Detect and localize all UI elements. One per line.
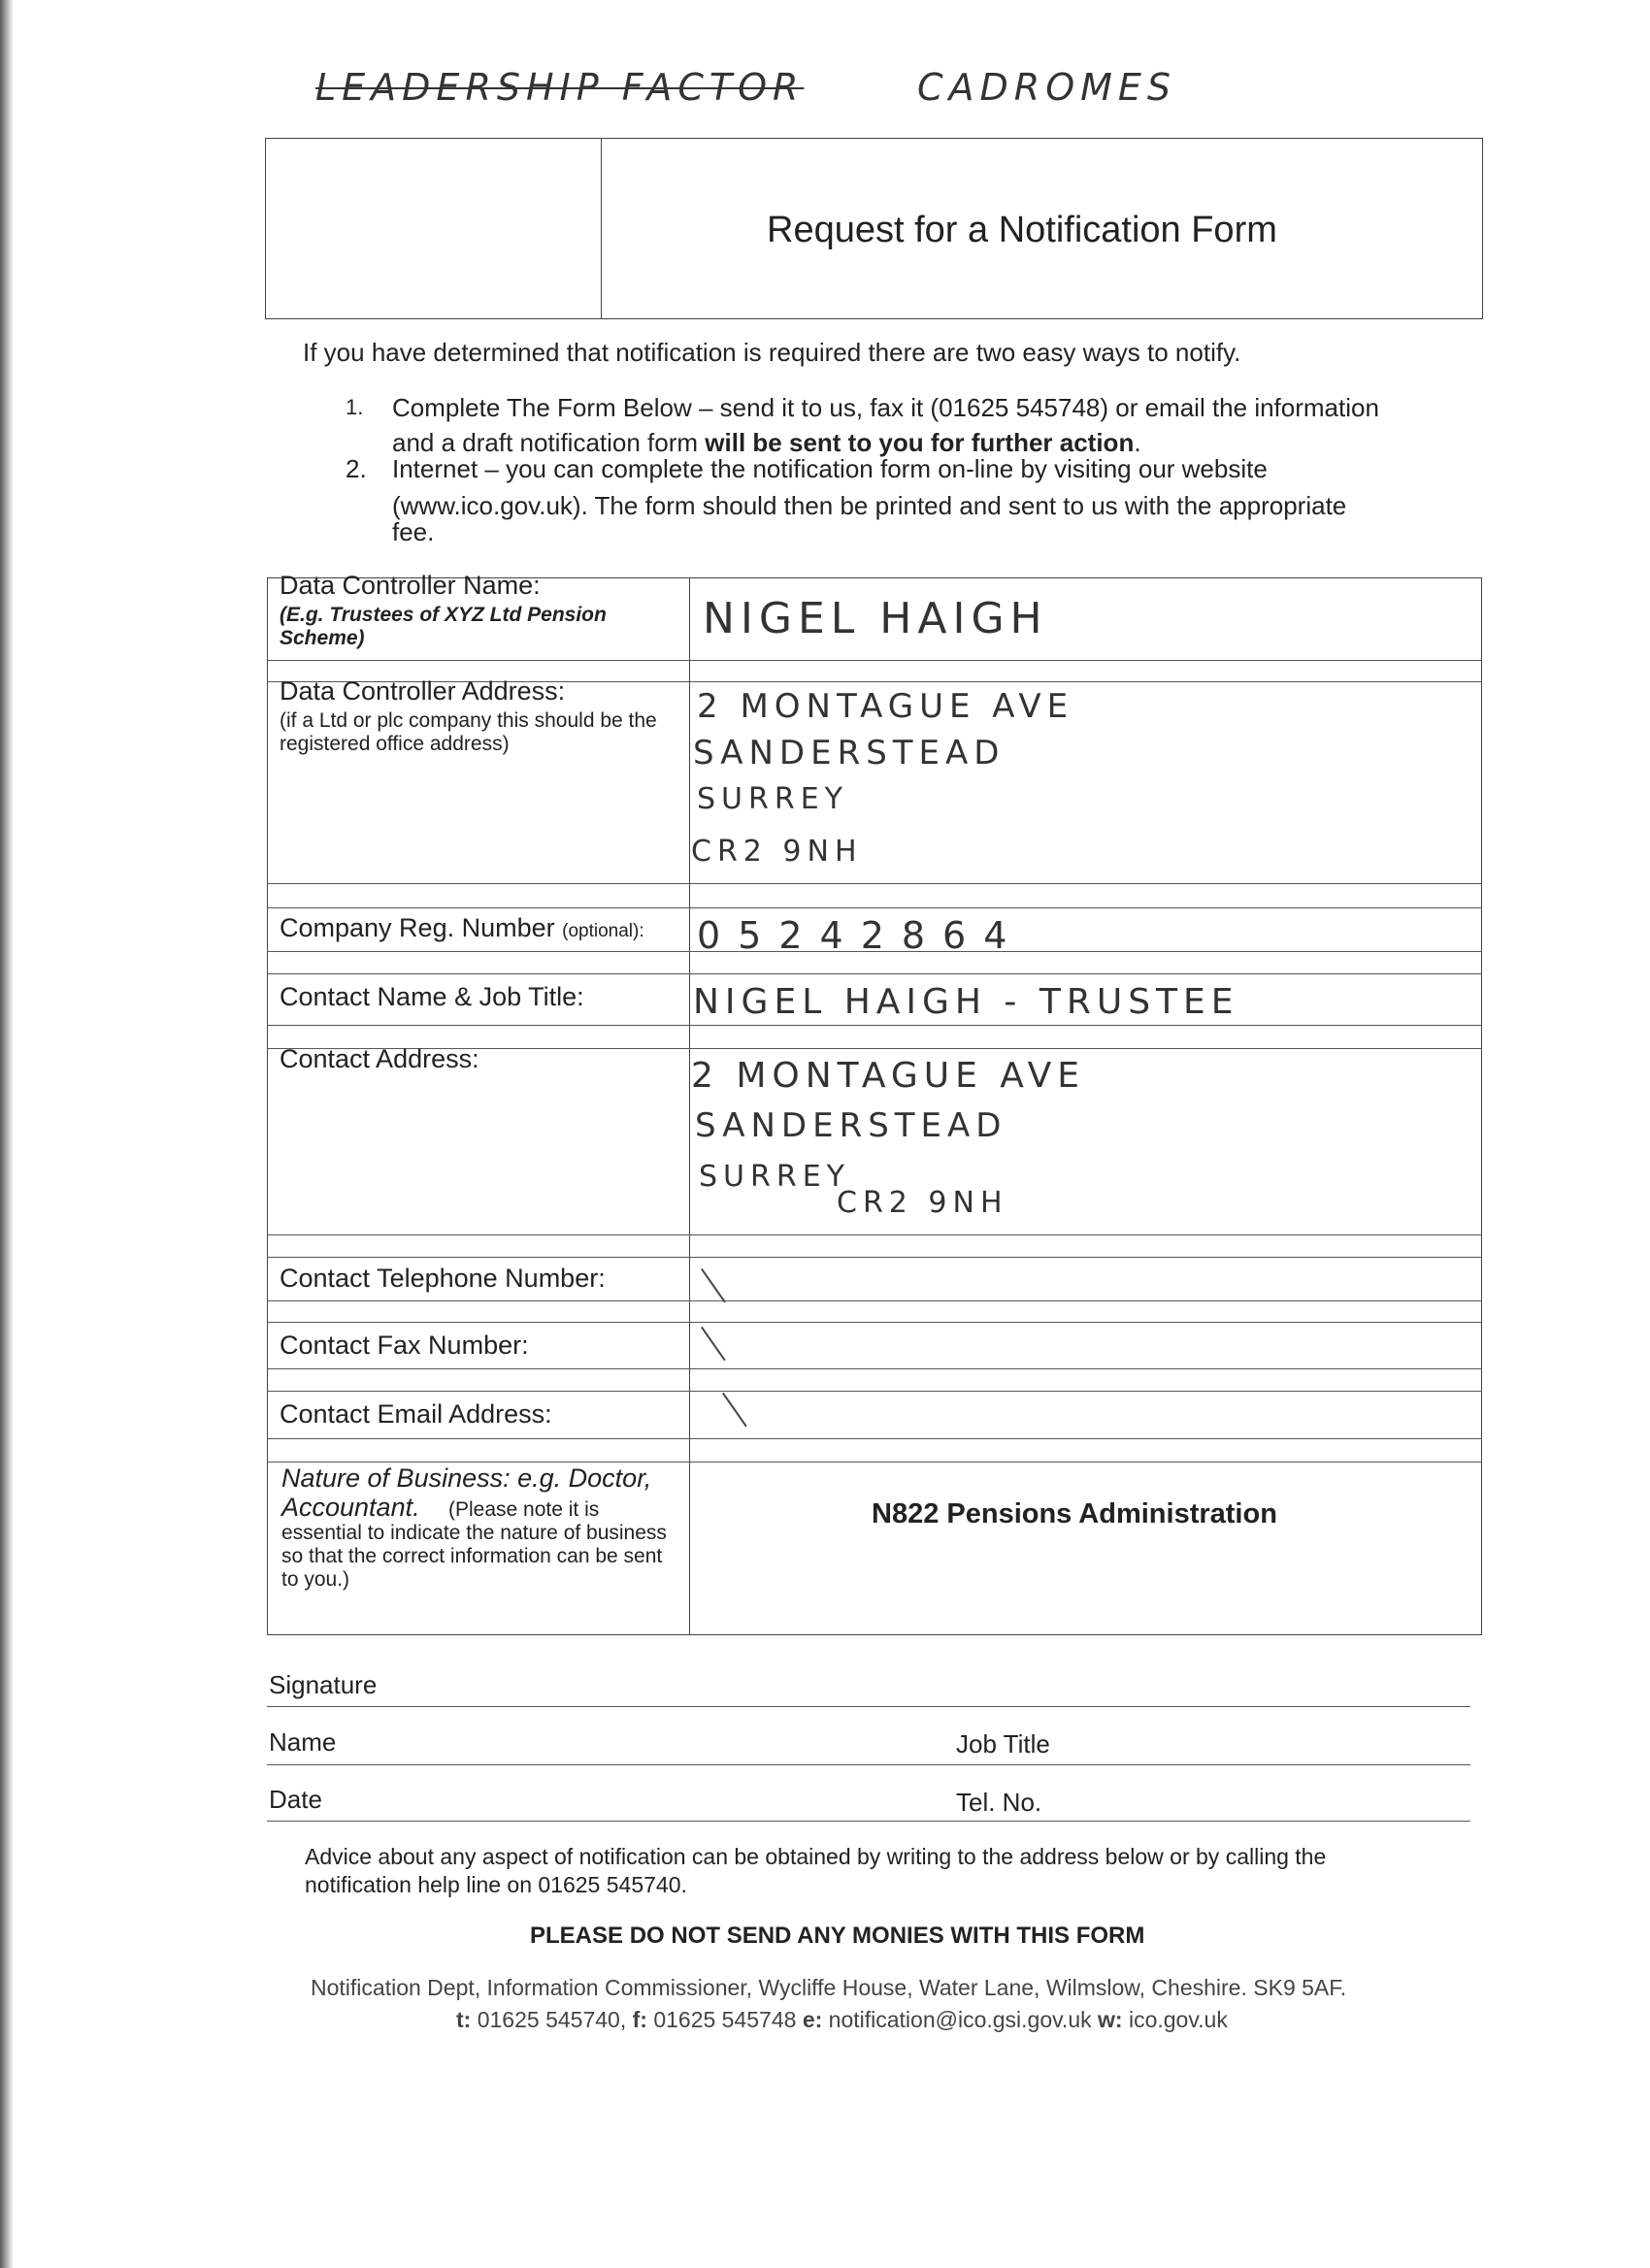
row-separator: [267, 1462, 1482, 1463]
footer-address: Notification Dept, Information Commissioner, Wycliffe House, Water Lane, Wilmslow, Cheshire. SK9 5AF.: [311, 1975, 1347, 2000]
controller-address-hint: (if a Ltd or plc company this should be the registered office address): [280, 709, 657, 755]
item2-line3: fee.: [392, 517, 435, 546]
company-reg-value[interactable]: 05242864: [697, 914, 1025, 957]
signature-label: Signature: [269, 1670, 378, 1699]
intro-text: If you have determined that notification is required there are two easy ways to notify.: [303, 338, 1241, 367]
row-separator: [267, 1300, 1482, 1301]
website-label: w:: [1098, 2007, 1123, 2032]
scan-edge: [0, 0, 14, 2268]
phone-label: t:: [456, 2007, 472, 2032]
business-value[interactable]: N822 Pensions Administration: [872, 1498, 1277, 1529]
job-title-label: Job Title: [956, 1729, 1050, 1759]
company-reg-label: [280, 913, 644, 946]
footer-contacts: [456, 2007, 1228, 2033]
no-monies-warning: PLEASE DO NOT SEND ANY MONIES WITH THIS FORM: [530, 1923, 1145, 1949]
row-separator: [267, 1368, 1482, 1369]
contact-fax-label: Contact Fax Number:: [280, 1331, 529, 1360]
item1-number: 1.: [346, 395, 364, 419]
item1-line2-text: and a draft notification form: [392, 428, 706, 457]
contact-address-label: Contact Address:: [280, 1044, 479, 1073]
row-separator: [267, 1391, 1482, 1392]
page-title: Request for a Notification Form: [767, 210, 1277, 250]
item2-line2: (www.ico.gov.uk). The form should then be printed and sent to us with the appropriate: [392, 491, 1347, 520]
contact-address-line4[interactable]: CR2 9NH: [837, 1186, 1008, 1220]
controller-address-line2[interactable]: SANDERSTEAD: [693, 734, 1006, 772]
fax-value: 01625 545748: [646, 2007, 803, 2032]
company-reg-label-text: Company Reg. Number: [280, 913, 555, 942]
signature-line[interactable]: [267, 1706, 1470, 1707]
business-label-a: Nature of Business: e.g. Doctor,: [281, 1463, 652, 1493]
item2-line1: Internet – you can complete the notification form on-line by visiting our website: [392, 454, 1268, 483]
date-label: Date: [269, 1785, 322, 1814]
name-label: Name: [269, 1727, 337, 1757]
date-line[interactable]: [267, 1821, 1470, 1822]
row-separator: [267, 1322, 1482, 1323]
contact-email-label: Contact Email Address:: [280, 1399, 552, 1429]
contact-address-line1[interactable]: 2 MONTAGUE AVE: [691, 1056, 1085, 1096]
tel-label: Tel. No.: [956, 1788, 1042, 1817]
contact-telephone-label: Contact Telephone Number:: [280, 1264, 606, 1293]
controller-name-hint: (E.g. Trustees of XYZ Ltd Pension Scheme): [280, 604, 607, 649]
row-separator: [267, 660, 1482, 661]
business-label-b-text: Accountant.: [281, 1493, 420, 1522]
controller-name-label: Data Controller Name:: [280, 571, 541, 600]
item2-number: 2.: [346, 454, 367, 483]
row-separator: [267, 1025, 1482, 1026]
item1-line1: Complete The Form Below – send it to us, fax it (01625 545748) or email the information: [392, 393, 1379, 422]
row-separator: [267, 1438, 1482, 1439]
controller-address-line3[interactable]: SURREY: [697, 782, 848, 816]
handwritten-note: CADROMES: [917, 66, 1177, 109]
row-separator: [267, 907, 1482, 908]
phone-value: 01625 545740,: [471, 2007, 633, 2032]
email-label: e:: [802, 2007, 823, 2032]
fax-label: f:: [632, 2007, 647, 2032]
struck-handwriting: LEADERSHIP FACTOR: [315, 66, 805, 109]
contact-address-line2[interactable]: SANDERSTEAD: [695, 1106, 1007, 1145]
controller-address-line4[interactable]: CR2 9NH: [691, 835, 863, 869]
company-reg-optional: (optional):: [562, 921, 644, 941]
contact-name-label: Contact Name & Job Title:: [280, 982, 584, 1011]
business-hint: (Please note it is essential to indicate the nature of business so that the correct information can be sent to you.): [281, 1498, 667, 1591]
name-line[interactable]: [267, 1764, 1470, 1765]
item1-line2-end: .: [1134, 428, 1141, 457]
controller-name-value[interactable]: NIGEL HAIGH: [703, 594, 1048, 643]
website-value: ico.gov.uk: [1122, 2007, 1228, 2032]
item1-line2-bold: will be sent to you for further action: [705, 428, 1135, 457]
email-value: notification@ico.gsi.gov.uk: [822, 2007, 1099, 2032]
controller-address-line1[interactable]: 2 MONTAGUE AVE: [697, 687, 1074, 726]
row-separator: [267, 1257, 1482, 1258]
advice-line1: Advice about any aspect of notification can be obtained by writing to the address below or by calling the: [305, 1844, 1327, 1869]
row-separator: [267, 1234, 1482, 1235]
row-separator: [267, 883, 1482, 884]
row-separator: [267, 973, 1482, 974]
controller-address-label: Data Controller Address:: [280, 676, 566, 706]
advice-line2: notification help line on 01625 545740.: [305, 1872, 687, 1897]
form-column-divider: [689, 577, 690, 1635]
title-box-divider: [601, 138, 602, 319]
contact-address-line3[interactable]: SURREY: [699, 1160, 850, 1194]
contact-name-value[interactable]: NIGEL HAIGH - TRUSTEE: [693, 982, 1239, 1022]
